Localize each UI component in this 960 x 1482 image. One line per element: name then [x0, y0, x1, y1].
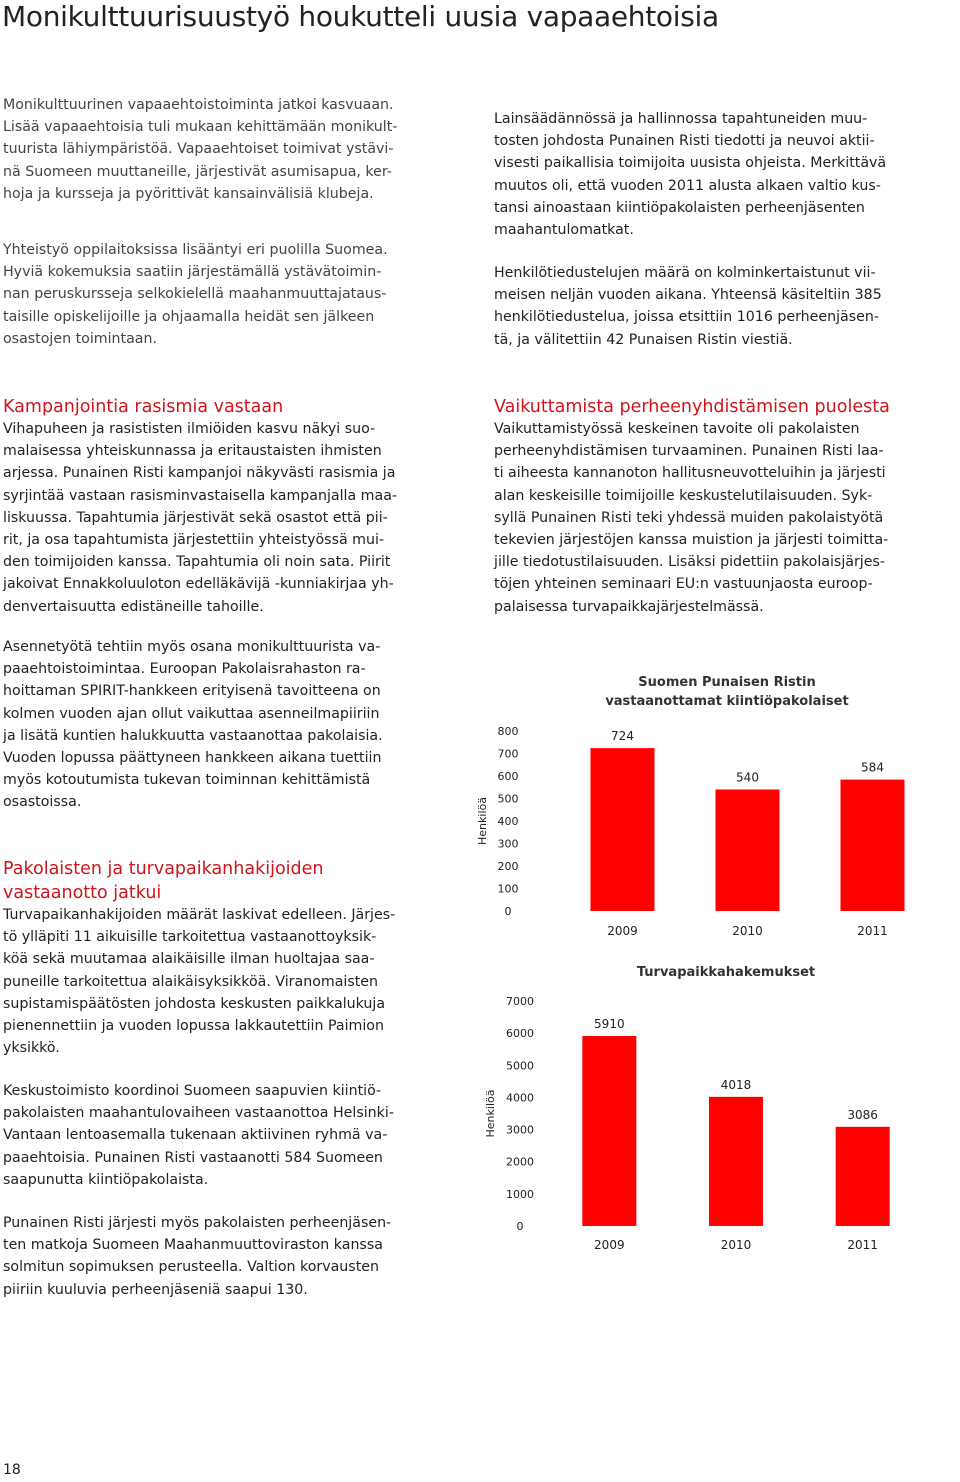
- quota-refugees-chart: [470, 668, 940, 946]
- y-tick-label: 6000: [506, 1027, 534, 1041]
- x-tick-label: 2011: [847, 1238, 878, 1252]
- bar-2011: [836, 1127, 890, 1226]
- y-tick-label: 700: [497, 747, 519, 761]
- racism-campaign-heading: Kampanjointia rasismia vastaan: [3, 397, 284, 417]
- y-tick-label: 5000: [506, 1059, 534, 1073]
- page-number: 18: [3, 1462, 21, 1478]
- x-tick-label: 2011: [857, 924, 888, 938]
- asylum-seekers-paragraph: Turvapaikanhakijoiden määrät laskivat edelleen. Järjes- tö ylläpiti 11 aikuisille tarkoitettua vastaanottoyksik- köä sekä muutamaa alaikäisille ilman huoltajaa saa- puneille tarkoitettua alaikäisyksikköä. Viranomaisten supistamispäätösten johdosta keskusten paikkalukuja pienennettiin ja vuoden lopussa lakkautettiin Paimion yksikkö.: [3, 907, 396, 1057]
- x-tick-label: 2010: [732, 924, 763, 938]
- data-label: 4018: [720, 1077, 752, 1092]
- asylum-applications-chart: [470, 958, 940, 1258]
- tracing-requests-paragraph: Henkilötiedustelujen määrä on kolminkertaistunut vii- meisen neljän vuoden aikana. Yhteensä käsiteltiin 385 henkilötiedustelua, joissa etsittiin 1016 perheenjäsen- tä, ja välitettiin 42 Punaisen Ristin viestiä.: [494, 265, 882, 348]
- family-reunification-heading: Vaikuttamista perheenyhdistämisen puolesta: [494, 397, 890, 417]
- data-label: 584: [861, 760, 884, 775]
- y-tick-label: 2000: [506, 1155, 534, 1169]
- chart-title: vastaanottamat kiintiöpakolaiset: [605, 694, 849, 709]
- intro-paragraph: Monikulttuurinen vapaaehtoistoiminta jatkoi kasvuaan. Lisää vapaaehtoisia tuli mukaan kehittämään monikult- tuurista lähiympäristöä. Vapaaehtoiset toimivat ystävi- nä Suomeen muuttaneille, järjestivät asumisapua, ker- hoja ja kursseja ja pyörittivät kansainvälisiä klubeja.: [3, 97, 398, 202]
- data-label: 3086: [847, 1107, 878, 1122]
- y-tick-label: 300: [497, 837, 519, 851]
- bar-2010: [716, 790, 780, 912]
- page-title: Monikulttuurisuustyö houkutteli uusia vapaaehtoisia: [2, 0, 719, 33]
- y-tick-label: 0: [504, 905, 512, 918]
- x-tick-label: 2009: [607, 924, 638, 938]
- quota-refugees-paragraph: Keskustoimisto koordinoi Suomeen saapuvien kiintiö- pakolaisten maahantulovaiheen vastaanottoa Helsinki- Vantaan lentoasemalla tukenaan aktiivinen ryhmä va- paaehtoisia. Punainen Risti vastaanotti 584 Suomeen saapunutta kiintiöpakolaista.: [3, 1083, 394, 1188]
- y-tick-label: 3000: [506, 1123, 534, 1137]
- attitude-work-paragraph: Asennetyötä tehtiin myös osana monikulttuurista va- paaehtoistoimintaa. Euroopan Pakolaisrahaston ra- hoittaman SPIRIT-hankkeen erityisenä tavoitteena on kolmen vuoden ajan ollut vaikuttaa asenneilmapiiriin ja lisätä kuntien halukkuutta vastaanottaa pakolaisia. Vuoden lopussa päättyneen hankkeen aikana tuettiin myös kotoutumista tukevan toiminnan kehittämistä osastoissa.: [3, 639, 383, 811]
- y-tick-label: 500: [497, 792, 519, 806]
- y-tick-label: 7000: [506, 995, 534, 1008]
- bar-2010: [709, 1097, 763, 1226]
- y-tick-label: 4000: [506, 1091, 534, 1105]
- x-tick-label: 2009: [594, 1238, 625, 1252]
- y-tick-label: 400: [497, 815, 519, 828]
- y-tick-label: 1000: [506, 1187, 534, 1201]
- x-tick-label: 2010: [720, 1238, 752, 1252]
- chart-title: Suomen Punaisen Ristin: [638, 675, 816, 690]
- y-tick-label: 600: [497, 770, 519, 783]
- cooperation-paragraph: Yhteistyö oppilaitoksissa lisääntyi eri puolilla Suomea. Hyviä kokemuksia saatiin järjestämällä ystävätoimin- nan peruskursseja selkokielellä maahanmuuttajataus- taisille opiskelijoille ja ohjaamalla heidät sen jälkeen osastojen toimintaan.: [3, 242, 388, 347]
- refugee-reception-heading: Pakolaisten ja turvapaikanhakijoiden vastaanotto jatkui: [3, 859, 324, 903]
- bar-2011: [841, 780, 905, 911]
- bar-2009: [582, 1036, 636, 1226]
- racism-campaign-paragraph: Vihapuheen ja rasististen ilmiöiden kasvu näkyi suo- malaisessa yhteiskunnassa ja eritaustaisten ihmisten arjessa. Punainen Risti kampanjoi näkyvästi rasismia ja syrjintää vastaan rasisminvastaisella kampanjalla maa- liskuussa. Tapahtumia järjestivät sekä osastot että pii- rit, ja osa tapahtumista järjestettiin yhteistyössä mui- den toimijoiden kanssa. Tapahtumia oli noin sata. Piirit jakoivat Ennakkoluuloton edelläkävijä -kunniakirjaa yh- denvertaisuutta edistäneille tahoille.: [3, 421, 398, 615]
- y-axis-label: Henkilöä: [484, 1089, 497, 1138]
- data-label: 5910: [594, 1017, 625, 1032]
- y-tick-label: 800: [497, 725, 519, 738]
- family-reunification-paragraph: Vaikuttamistyössä keskeinen tavoite oli pakolaisten perheenyhdistämisen turvaaminen. Punainen Risti laa- ti aiheesta kannanoton hallitusneuvotteluihin ja järjesti alan keskeisille toimijoille keskustelutilaisuuden. Syk- syllä Punainen Risti teki yhdessä muiden pakolaistyötä tekevien järjestöjen kanssa muistion ja järjesti toimitta- jille tiedotustilaisuuden. Lisäksi pidettiin pakolaisjärjes- töjen yhteinen seminaari EU:n vastuunjaosta euroop- palaisessa turvapaikkajärjestelmässä.: [494, 421, 889, 615]
- data-label: 724: [611, 729, 634, 744]
- y-tick-label: 100: [497, 882, 519, 896]
- bar-2009: [591, 748, 655, 911]
- chart-title: Turvapaikkahakemukset: [636, 965, 816, 980]
- y-tick-label: 0: [516, 1220, 524, 1233]
- y-axis-label: Henkilöä: [476, 797, 489, 845]
- family-members-paragraph: Punainen Risti järjesti myös pakolaisten perheenjäsen- ten matkoja Suomeen Maahanmuuttoviraston kanssa solmitun sopimuksen perusteella. Valtion korvausten piiriin kuuluvia perheenjäseniä saapui 130.: [3, 1215, 392, 1298]
- data-label: 540: [736, 770, 759, 785]
- y-tick-label: 200: [497, 860, 519, 873]
- legislation-paragraph: Lainsäädännössä ja hallinnossa tapahtuneiden muu- tosten johdosta Punainen Risti tiedotti ja neuvoi aktii- visesti paikallisia toimijoita uusista ohjeista. Merkittävä muutos oli, että vuoden 2011 alusta alkaen valtio kus- tansi ainoastaan kiintiöpakolaisten perheenjäsenten maahantulomatkat.: [494, 111, 887, 239]
